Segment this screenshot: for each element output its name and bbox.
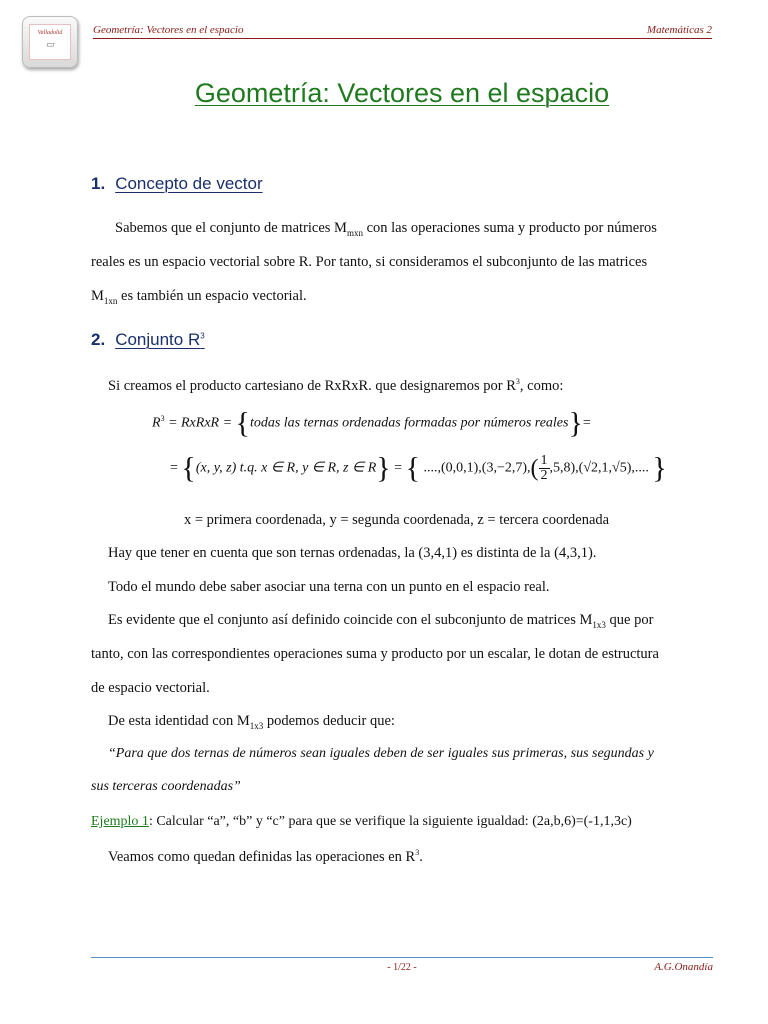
page-number: - 1/22 -	[387, 962, 417, 973]
paragraph-line: reales es un espacio vectorial sobre R. Por tanto, si consideramos el subconjunto de las matrices	[91, 254, 648, 270]
logo-emblem-icon: ▭	[45, 39, 55, 49]
quote-line: sus terceras coordenadas”	[91, 779, 241, 794]
example-link[interactable]: Ejemplo 1	[91, 814, 149, 829]
footer-author: A.G.Onandía	[654, 961, 713, 973]
paragraph-line: $M_{1xn}$ es también un espacio vectorial.	[91, 288, 307, 306]
header-left: Geometría: Vectores en el espacio	[93, 24, 244, 36]
logo-image	[29, 24, 71, 60]
left-brace-icon: {	[181, 451, 196, 485]
logo	[22, 16, 78, 68]
section-heading-1: 1. Concepto de vector	[91, 174, 263, 193]
paragraph-line: Todo el mundo debe saber asociar una terna con un punto en el espacio real.	[108, 579, 550, 595]
logo-text: Valladolid	[37, 30, 63, 36]
left-brace-icon: {	[235, 406, 250, 440]
example-line: Ejemplo 1: Calcular “a”, “b” y “c” para que se verifique la siguiente igualdad: (2a,b,6)=(-1,1,3c)	[91, 814, 632, 829]
header-right: Matemáticas 2	[646, 24, 712, 36]
paragraph-line: De esta identidad con $M_{1x3}$ podemos deducir que:	[108, 713, 395, 731]
paragraph-line: de espacio vectorial.	[91, 680, 210, 696]
header-divider	[93, 38, 712, 39]
right-brace-icon: }	[568, 406, 583, 440]
equation-r3-set: = {(x, y, z) t.q. x ∈ R, y ∈ R, z ∈ R} = { ....,(0,0,1),(3,−2,7),( $\frac{1}{2},5,8),(√2,1,√5)$,.... }	[170, 451, 667, 485]
left-paren-icon: (	[530, 455, 539, 482]
quote-line: “Para que dos ternas de números sean iguales deben de ser iguales sus primeras, sus segundas y	[108, 746, 654, 761]
fraction: $\frac{1}{2}$	[540, 453, 548, 483]
right-brace-icon: }	[376, 451, 391, 485]
left-brace-icon: {	[405, 451, 420, 485]
paragraph-line: Sabemos que el conjunto de matrices $M_{mxn}$ con las operaciones suma y producto por números	[115, 220, 657, 238]
paragraph-line: tanto, con las correspondientes operaciones suma y producto por un escalar, le dotan de estructura	[91, 646, 659, 662]
page-title: Geometría: Vectores en el espacio	[194, 78, 610, 108]
section-heading-2: 2. Conjunto $R^3$	[91, 330, 205, 349]
equation-r3-definition: $R^3$ = RxRxR = {todas las ternas ordenadas formadas por números reales}=	[152, 406, 591, 440]
paragraph-line: Veamos como quedan definidas las operaciones en $R^3$.	[108, 848, 423, 865]
paragraph-line: Es evidente que el conjunto así definido coincide con el subconjunto de matrices $M_{1x3}$ que por	[108, 612, 654, 630]
coordinates-note: x = primera coordenada, y = segunda coordenada, z = tercera coordenada	[184, 512, 610, 528]
paragraph-line: Hay que tener en cuenta que son ternas ordenadas, la (3,4,1) es distinta de la (4,3,1).	[108, 545, 597, 561]
right-brace-icon: }	[652, 451, 667, 485]
paragraph-line: Si creamos el producto cartesiano de RxRxR. que designaremos por $R^3$, como:	[108, 377, 564, 394]
footer-divider	[91, 957, 713, 958]
